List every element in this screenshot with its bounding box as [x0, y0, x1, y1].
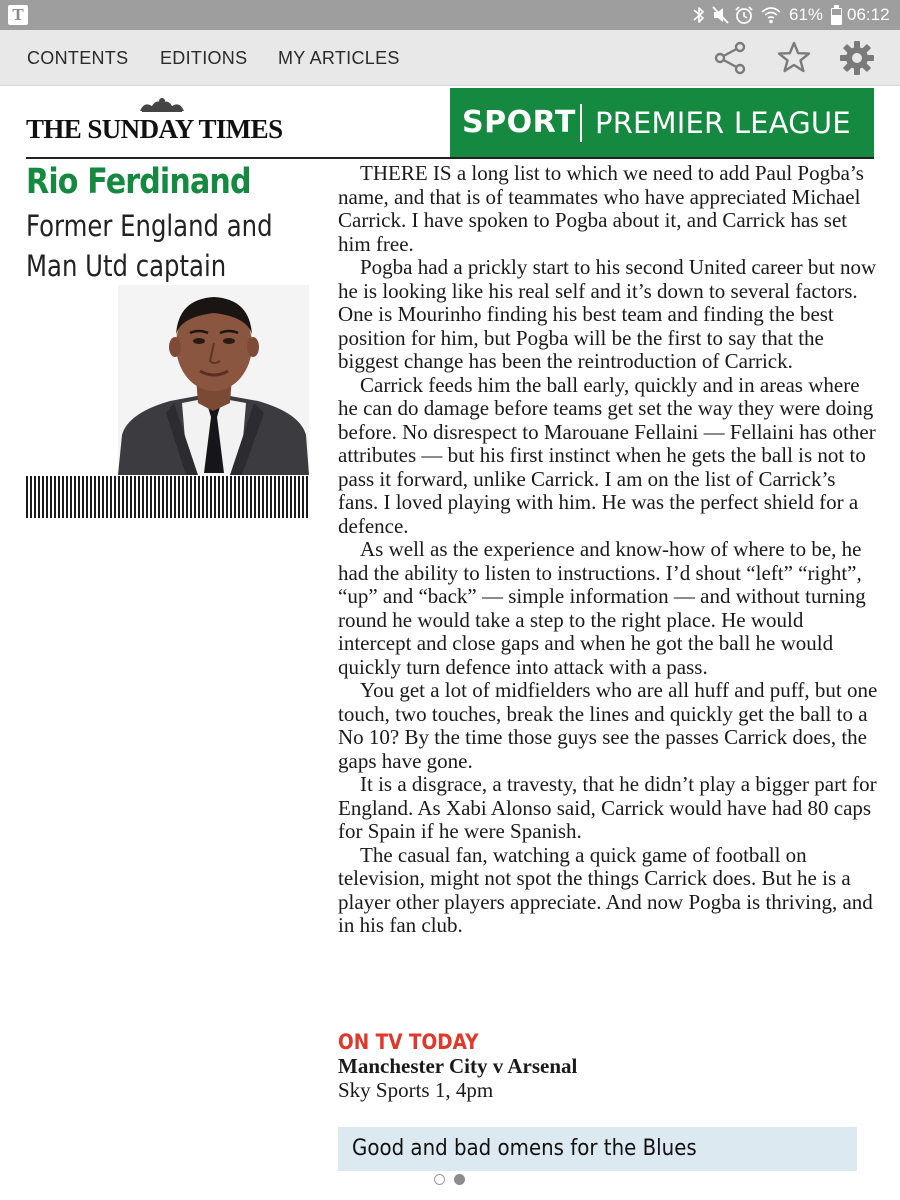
article-paragraph: Pogba had a prickly start to his second United career but now he is looking like his real self and it’s down to several factors. One is Mourinho finding his best team and finding the best position for him, but Pogba will be the first to say that the biggest change has been the reintroduction of Carrick. [338, 255, 877, 373]
article-body [338, 162, 878, 938]
masthead-rule [26, 157, 874, 159]
article-paragraph: THERE IS a long list to which we need to add Paul Pogba’s name, and that is of teammates who have appreciated Michael Carrick. I have spoken to Pogba about it, and Carrick has set him free. [338, 161, 864, 256]
app-badge-icon: T [8, 5, 28, 25]
settings-gear-icon[interactable] [837, 38, 877, 78]
masthead-logo [26, 108, 298, 144]
article-paragraph: You get a lot of midfielders who are all huff and puff, but one touch, two touches, break the lines and quickly get the ball to a No 10? By the time those guys see the passes Carrick does, the gaps have gone. [338, 678, 878, 773]
author-photo [118, 285, 309, 475]
article-paragraph: Carrick feeds him the ball early, quickly and in areas where he can do damage before teams get set the way they were doing before. No disrespect to Marouane Fellaini — Fellaini has other attributes — but his first instinct when he gets the ball is not to pass it forward, unlike Carrick. I am on the list of Carrick’s fans. I loved playing with him. He was the perfect shield for a defence. [338, 372, 876, 538]
tv-listing [338, 1030, 878, 1102]
battery-percent: 61% [789, 5, 824, 24]
tab-contents[interactable]: CONTENTS [27, 48, 129, 68]
page-dot[interactable] [434, 1174, 445, 1185]
royal-crest-icon [134, 97, 190, 113]
next-article-link[interactable] [338, 1127, 857, 1171]
subsection-label: PREMIER LEAGUE [595, 106, 851, 140]
page-indicator [434, 1174, 470, 1186]
alarm-icon [734, 5, 754, 25]
tab-editions[interactable]: EDITIONS [160, 48, 248, 68]
article-paragraph: It is a disgrace, a travesty, that he didn’t play a bigger part for England. As Xabi Alonso said, Carrick would have had 80 caps for Spain if he were Spanish. [338, 772, 877, 843]
star-icon[interactable] [774, 38, 814, 78]
share-icon[interactable] [711, 38, 751, 78]
masthead-title: THE SUNDAY TIMES [26, 114, 283, 144]
wifi-icon [760, 5, 782, 25]
tv-label: ON TV TODAY [338, 1030, 479, 1054]
tv-match: Manchester City v Arsenal [338, 1054, 578, 1078]
status-bar [0, 0, 900, 30]
section-banner [450, 88, 874, 158]
article-paragraph: As well as the experience and know-how of where to be, he had the ability to listen to instructions. I’d shout “left” “right”, “up” and “back” — simple information — and without turning round he would take a step to the right place. He would intercept and close gaps and when he got the ball he would quickly turn defence into attack with a pass. [338, 537, 866, 679]
app-toolbar [0, 30, 900, 86]
clock: 06:12 [847, 5, 890, 24]
page-dot-active[interactable] [454, 1174, 465, 1185]
author-name: Rio Ferdinand [26, 162, 251, 202]
battery-icon [831, 8, 842, 25]
section-divider [580, 104, 582, 142]
mute-icon [711, 6, 731, 24]
section-label: SPORT [462, 105, 576, 140]
article-paragraph: The casual fan, watching a quick game of football on television, might not spot the things Carrick does. But he is a player other players appreciate. And now Pogba is thriving, and in his fan club. [338, 842, 873, 937]
barcode-decoration [26, 476, 309, 518]
author-role: Former England and Man Utd captain [26, 209, 273, 283]
bluetooth-icon [693, 6, 705, 24]
tab-my-articles[interactable]: MY ARTICLES [278, 48, 400, 68]
next-article-title: Good and bad omens for the Blues [352, 1136, 697, 1161]
tv-channel: Sky Sports 1, 4pm [338, 1078, 494, 1102]
